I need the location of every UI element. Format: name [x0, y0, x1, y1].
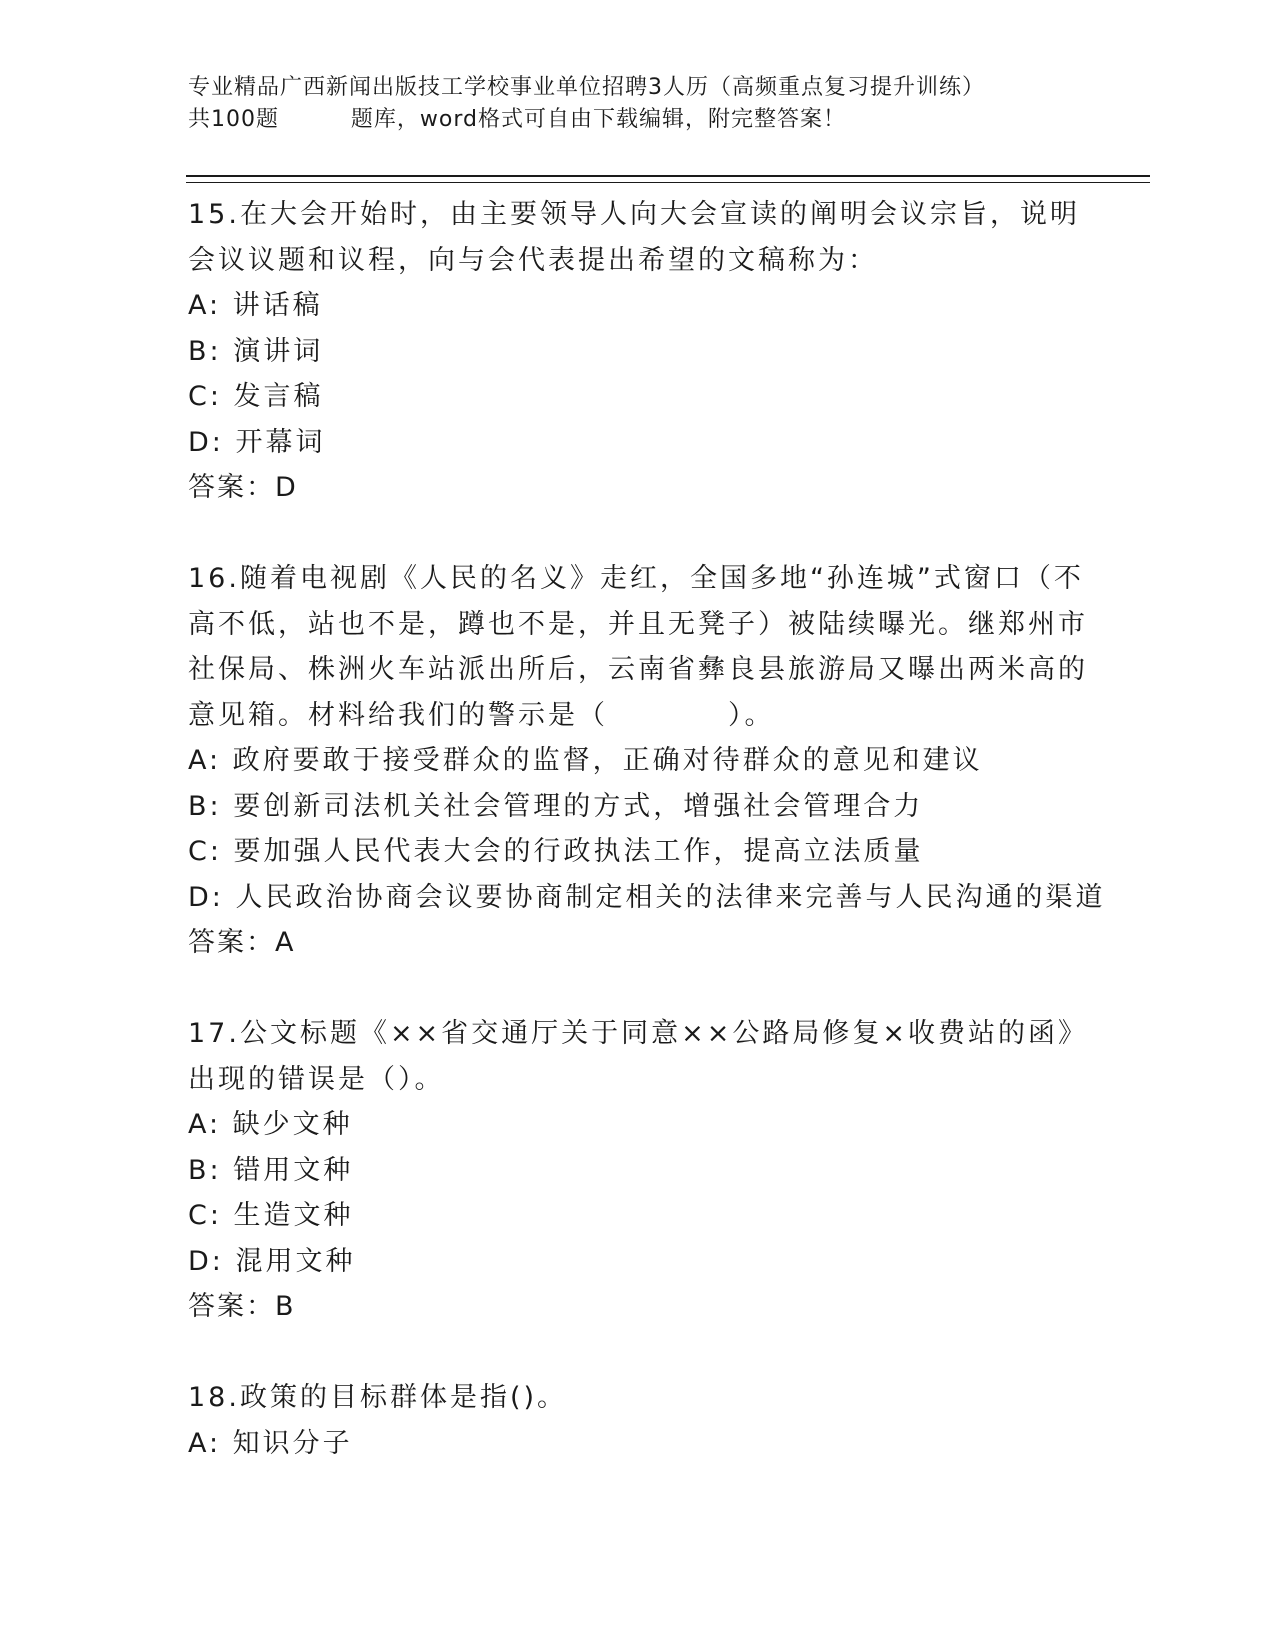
question-spacer [188, 511, 1088, 557]
option-d: D: 人民政治协商会议要协商制定相关的法律来完善与人民沟通的渠道 [188, 881, 1106, 913]
question-18 [188, 1375, 1088, 1466]
header-divider-thick [186, 175, 1150, 177]
question-15 [188, 192, 1088, 511]
option-b: B: 要创新司法机关社会管理的方式，增强社会管理合力 [188, 790, 924, 822]
option-c: C: 发言稿 [188, 381, 324, 412]
option-a: A: 讲话稿 [188, 290, 323, 321]
option-d: D: 混用文种 [188, 1245, 356, 1277]
option-a: A: 缺少文种 [188, 1109, 353, 1140]
answer-line: 答案：A [188, 927, 296, 958]
header-subtitle-line: 共100题 题库，word格式可自由下载编辑，附完整答案！ [188, 107, 847, 132]
option-d: D: 开幕词 [188, 426, 326, 458]
question-spacer [188, 1330, 1088, 1376]
question-spacer [188, 966, 1088, 1012]
question-16 [188, 556, 1106, 966]
option-c: C: 生造文种 [188, 1200, 354, 1231]
question-text: 16.随着电视剧《人民的名义》走红，全国多地“孙连城”式窗口（不高不低，站也不是，蹲也不是，并且无凳子）被陆续曝光。继郑州市社保局、株洲火车站派出所后，云南省彝良县旅游局又曝出两米高的意见箱。材料给我们的警示是（ ）。 [188, 563, 1088, 731]
answer-line: 答案：B [188, 1291, 296, 1322]
document-header [188, 72, 1148, 136]
header-divider-thin [186, 182, 1150, 183]
header-title-line: 专业精品广西新闻出版技工学校事业单位招聘3人历（高频重点复习提升训练） [188, 75, 985, 100]
question-text: 15.在大会开始时，由主要领导人向大会宣读的阐明会议宗旨，说明会议议题和议程，向与会代表提出希望的文稿称为： [188, 199, 1080, 276]
answer-line: 答案：D [188, 472, 298, 503]
option-a: A: 知识分子 [188, 1427, 353, 1459]
question-17 [188, 1011, 1088, 1330]
option-b: B: 演讲词 [188, 335, 324, 367]
option-c: C: 要加强人民代表大会的行政执法工作，提高立法质量 [188, 836, 924, 867]
option-b: B: 错用文种 [188, 1154, 354, 1186]
question-list [188, 192, 1106, 1466]
question-text: 18.政策的目标群体是指()。 [188, 1382, 568, 1413]
question-text: 17.公文标题《××省交通厅关于同意××公路局修复×收费站的函》出现的错误是（）。 [188, 1018, 1075, 1095]
option-a: A: 政府要敢于接受群众的监督，正确对待群众的意见和建议 [188, 745, 983, 776]
